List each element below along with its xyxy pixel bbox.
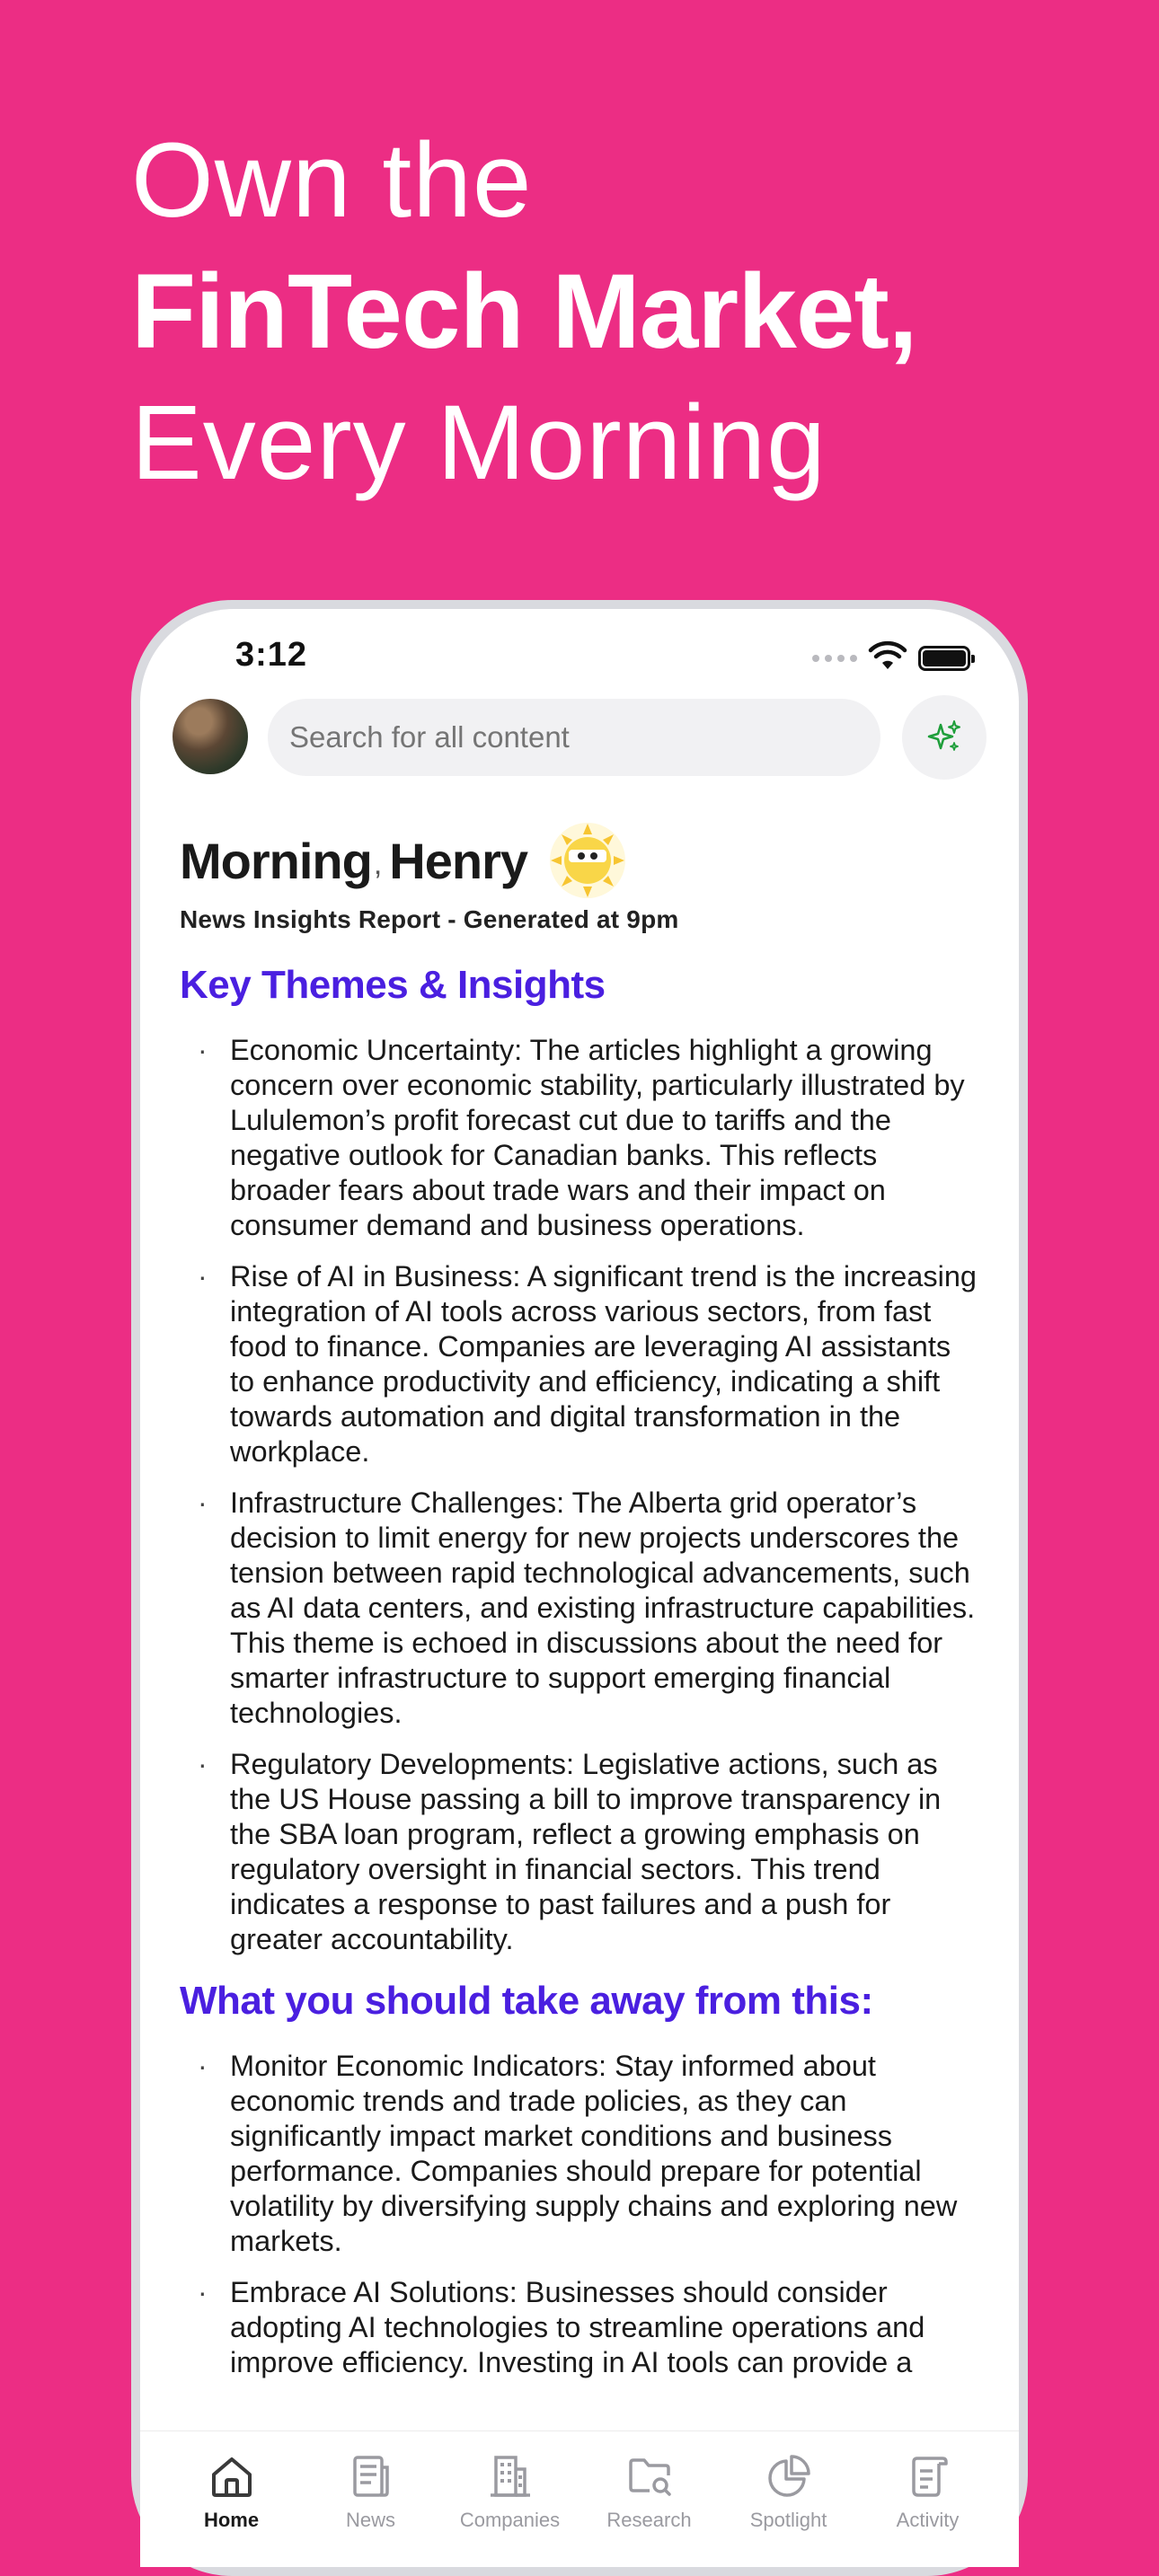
tab-news[interactable] xyxy=(304,2451,438,2567)
tab-bar xyxy=(140,2430,1019,2567)
list-item: · Infrastructure Challenges: The Alberta grid operator’s decision to limit energy for new projects underscores the tension between rapid technological advancements, such as AI data centers, and existing infrastructure capabilities. This theme is echoed in discussions about the need for smarter infrastructure to support emerging financial technologies. xyxy=(180,1486,983,1731)
app-screen xyxy=(140,609,1019,2567)
tab-label: Spotlight xyxy=(749,2509,827,2531)
key-themes-list xyxy=(180,1033,983,1957)
promo-line-2: FinTech Market, xyxy=(131,252,917,371)
signal-icon xyxy=(812,655,857,662)
greeting-comma: , xyxy=(373,847,383,881)
report-content xyxy=(180,816,983,2396)
section-title-key-themes: Key Themes & Insights xyxy=(180,963,606,1007)
section-title-takeaways: What you should take away from this: xyxy=(180,1979,873,2023)
tab-spotlight[interactable] xyxy=(721,2451,856,2567)
tab-label: Activity xyxy=(896,2509,960,2531)
tab-research[interactable] xyxy=(582,2451,717,2567)
sparkle-icon xyxy=(925,718,964,757)
list-item: · Regulatory Developments: Legislative actions, such as the US House passing a bill to improve transparency in the SBA loan program, reflect a growing emphasis on regulatory oversight in financial sectors. This trend indicates a response to past failures and a push for greater accountability. xyxy=(180,1747,983,1957)
list-item: · Economic Uncertainty: The articles highlight a growing concern over economic stability, particularly illustrated by Lululemon’s profit forecast cut due to tariffs and the negative outlook for Canadian banks. This reflects broader fears about trade wars and their impact on consumer demand and business operations. xyxy=(180,1033,983,1243)
tab-label: News xyxy=(345,2509,395,2531)
folder-search-icon xyxy=(624,2451,675,2501)
tab-activity[interactable] xyxy=(861,2451,995,2567)
avatar[interactable] xyxy=(173,699,248,774)
tab-label: Home xyxy=(203,2509,260,2531)
tab-home[interactable] xyxy=(164,2451,299,2567)
list-item: · Embrace AI Solutions: Businesses should consider adopting AI technologies to streamline operations and improve efficiency. Investing in AI tools can provide a xyxy=(180,2275,983,2380)
status-time: 3:12 xyxy=(235,636,308,674)
tab-label: Research xyxy=(606,2509,692,2531)
phone-frame xyxy=(131,600,1028,2576)
receipt-icon xyxy=(903,2451,953,2501)
list-item: · Monitor Economic Indicators: Stay informed about economic trends and trade policies, as they can significantly impact market conditions and business performance. Companies should prepare for potential volatility by diversifying supply chains and exploring new markets. xyxy=(180,2049,983,2259)
promo-line-3: Every Morning xyxy=(131,384,827,502)
sun-icon xyxy=(547,820,628,901)
search-input[interactable] xyxy=(268,699,880,776)
battery-icon xyxy=(918,646,970,671)
news-icon xyxy=(346,2451,396,2501)
greeting xyxy=(180,816,983,905)
tab-label: Companies xyxy=(459,2509,561,2531)
ai-sparkle-button[interactable] xyxy=(902,695,986,780)
pie-chart-icon xyxy=(764,2451,814,2501)
promo-headline xyxy=(131,115,917,508)
status-indicators xyxy=(812,645,970,672)
promo-line-1: Own the xyxy=(131,121,533,240)
report-subtitle: News Insights Report - Generated at 9pm xyxy=(180,905,679,933)
greeting-word: Morning xyxy=(180,832,372,889)
takeaways-list xyxy=(180,2049,983,2380)
building-icon xyxy=(485,2451,535,2501)
greeting-name: Henry xyxy=(389,832,528,889)
home-icon xyxy=(207,2451,257,2501)
tab-companies[interactable] xyxy=(443,2451,578,2567)
wifi-icon xyxy=(870,645,906,672)
list-item: · Rise of AI in Business: A significant trend is the increasing integration of AI tools across various sectors, from fast food to finance. Companies are leveraging AI assistants to enhance productivity and efficiency, indicating a shift towards automation and digital transformation in the workplace. xyxy=(180,1259,983,1469)
